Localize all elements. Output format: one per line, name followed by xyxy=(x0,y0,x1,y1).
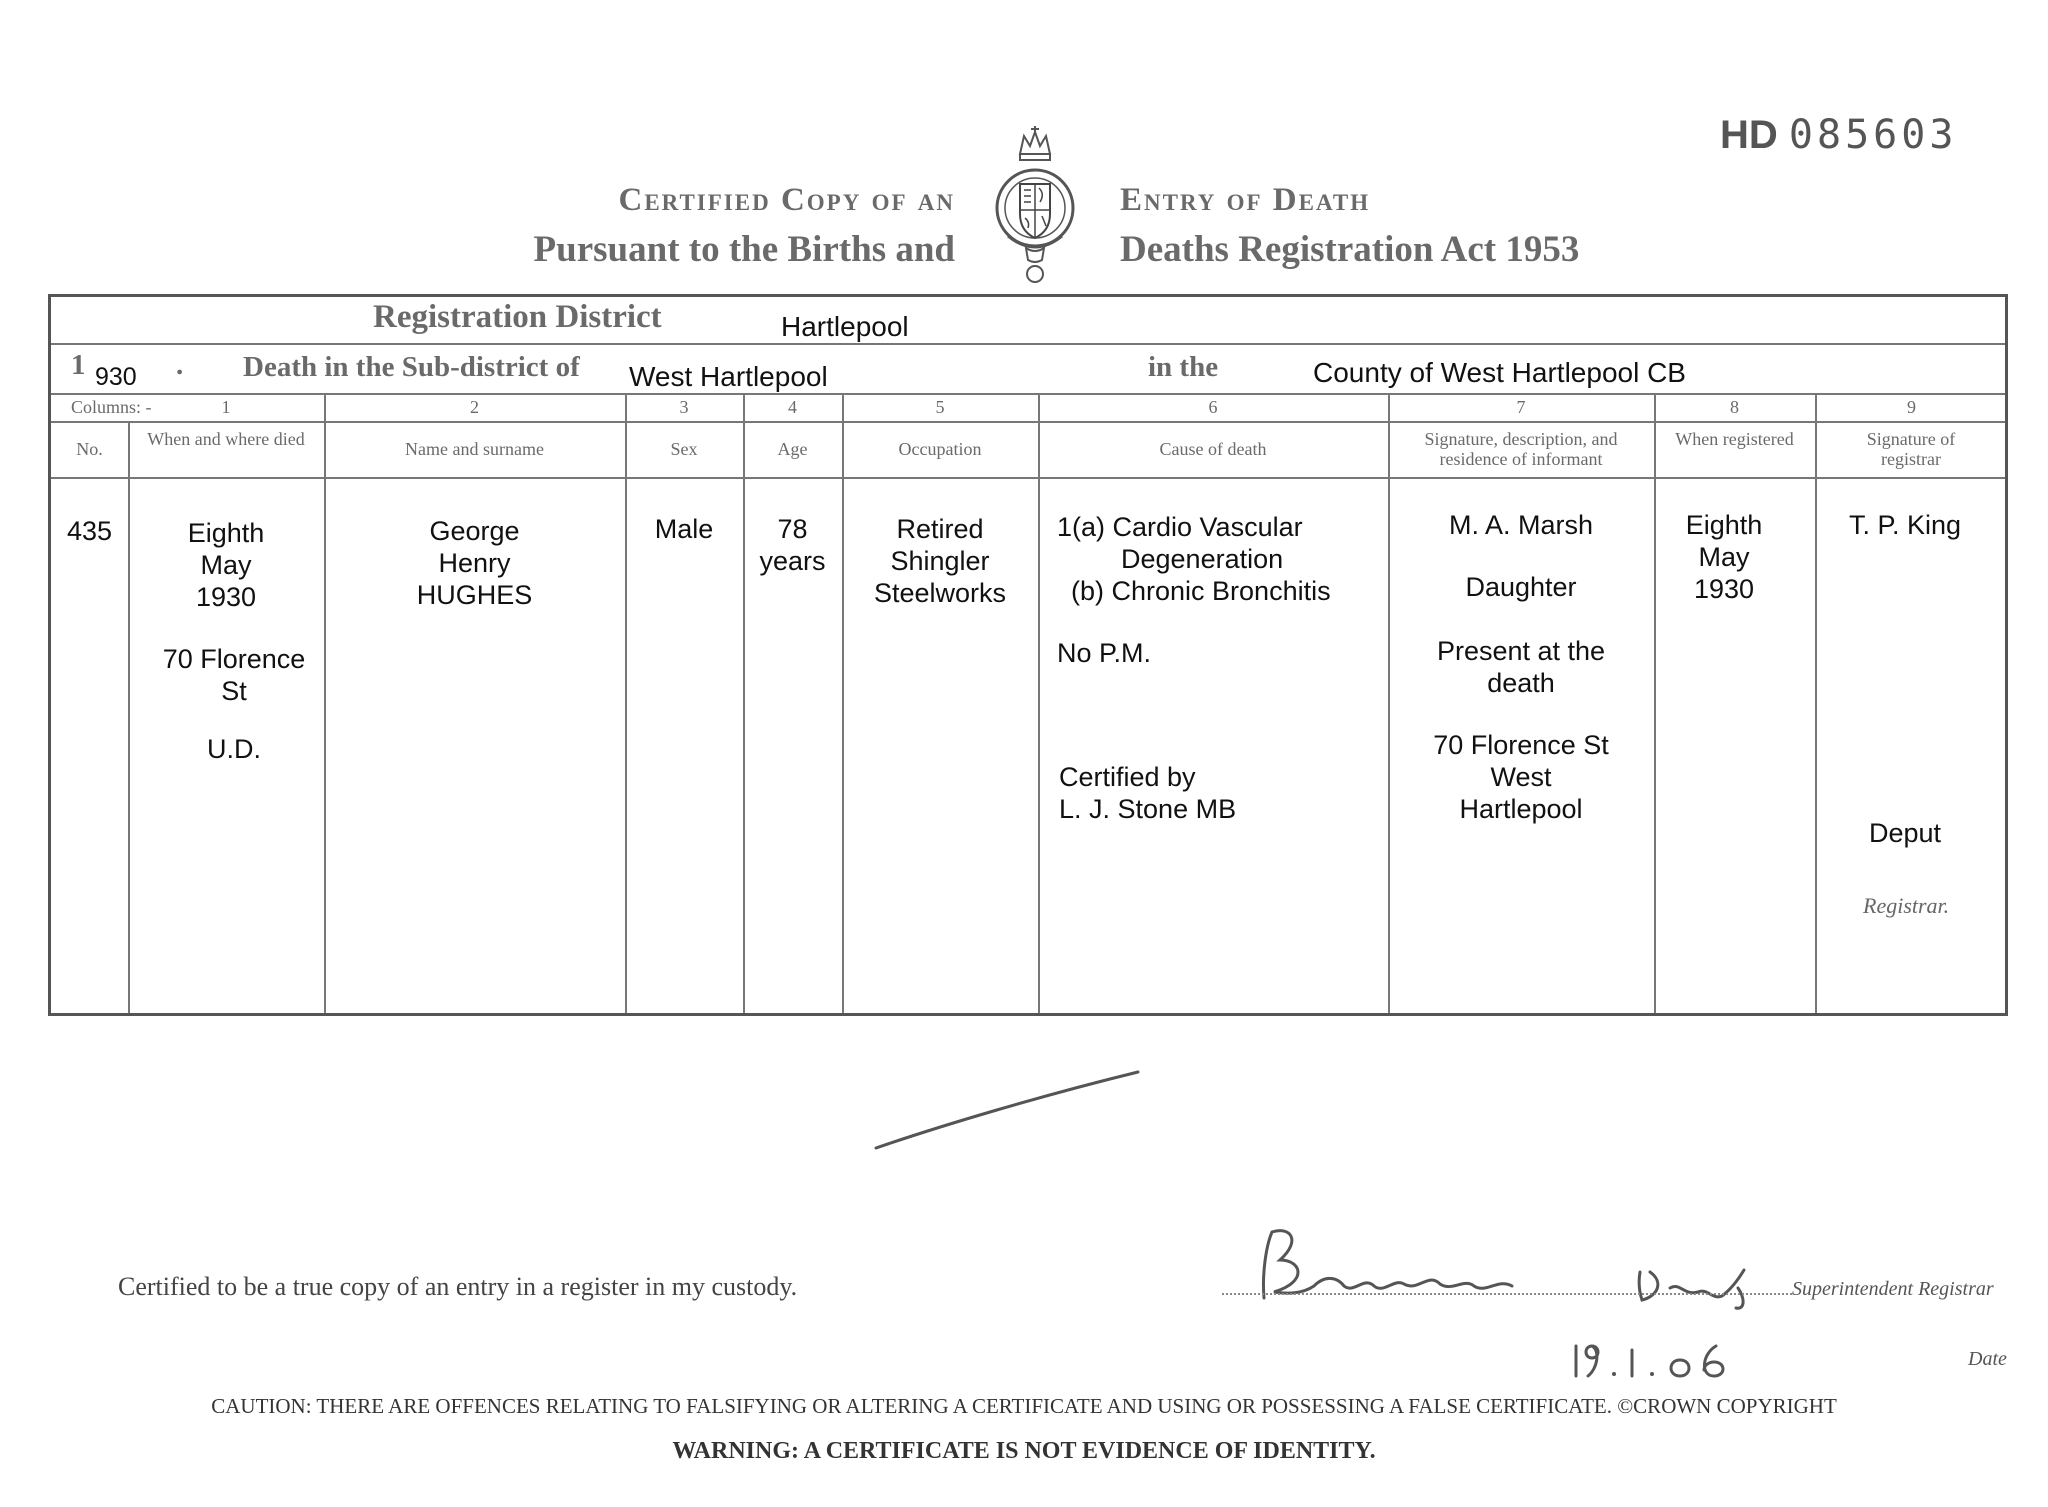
column-number: 7 xyxy=(1516,397,1526,417)
column-divider xyxy=(743,393,745,1013)
column-number: 3 xyxy=(679,397,689,417)
where-died-note: U.D. xyxy=(207,734,261,764)
header-cause: Cause of death xyxy=(1159,439,1267,459)
superintendent-signature xyxy=(1250,1212,1790,1312)
cause-1a-continued: Degeneration xyxy=(1121,544,1284,574)
column-number: 4 xyxy=(788,397,797,417)
column-divider xyxy=(625,393,627,1013)
date-label: Date xyxy=(1968,1348,2007,1370)
registered-day: Eighth xyxy=(1685,510,1763,540)
royal-crest-icon xyxy=(990,126,1080,286)
district-value: Hartlepool xyxy=(781,311,909,342)
header-sex: Sex xyxy=(670,439,698,459)
surname: HUGHES xyxy=(416,580,533,610)
year-prefix: 1 xyxy=(71,349,86,381)
certified-true-copy-text: Certified to be a true copy of an entry in a register in my custody. xyxy=(118,1272,798,1301)
header-occupation: Occupation xyxy=(898,439,982,459)
informant-description: Daughter xyxy=(1465,572,1577,602)
residence-line1: 70 Florence St xyxy=(1433,730,1609,760)
header-registrar: Signature of registrar xyxy=(1866,429,1956,469)
age-value: 78 xyxy=(777,514,808,544)
header-no: No. xyxy=(76,439,103,459)
occupation-line3: Steelworks xyxy=(873,578,1007,608)
column-divider xyxy=(1388,393,1390,1013)
cause-1a: 1(a) Cardio Vascular xyxy=(1057,512,1303,542)
when-died-month: May xyxy=(200,550,252,580)
column-number: 9 xyxy=(1907,397,1916,417)
where-died-line1: 70 Florence xyxy=(162,644,306,674)
registered-year: 1930 xyxy=(1693,574,1755,604)
informant-name: M. A. Marsh xyxy=(1448,510,1594,540)
identity-warning: WARNING: A CERTIFICATE IS NOT EVIDENCE OF IDENTITY. xyxy=(672,1438,1376,1464)
column-number: 2 xyxy=(470,397,479,417)
caution-notice: CAUTION: THERE ARE OFFENCES RELATING TO FALSIFYING OR ALTERING A CERTIFICATE AND USING OR POSSESSING A FALSE CERTIFICATE. ©CROWN COPYRIGHT xyxy=(211,1394,1837,1418)
table-rule xyxy=(51,343,2005,345)
header-informant: Signature, description, and residence of informant xyxy=(1424,429,1618,469)
certified-by xyxy=(1059,761,1236,825)
county-value: County of West Hartlepool CB xyxy=(1313,357,1686,388)
pen-stroke-mark xyxy=(870,1060,1150,1155)
table-rule xyxy=(51,477,2005,479)
occupation-line2: Shingler xyxy=(890,546,990,576)
entry-sex: Male xyxy=(654,514,714,544)
entry-age xyxy=(743,513,842,577)
heading-line2-left: Pursuant to the Births and xyxy=(533,229,955,270)
serial-number: 085603 xyxy=(1788,112,1958,158)
occupation-line1: Retired xyxy=(896,514,984,544)
registrar-name: T. P. King xyxy=(1848,510,1962,540)
table-rule xyxy=(51,393,2005,395)
column-number: 1 xyxy=(221,397,231,417)
residence-line2: West xyxy=(1490,762,1552,792)
heading-line1-right: Entry of Death xyxy=(1120,182,1371,218)
header-name: Name and surname xyxy=(405,439,544,459)
informant-residence xyxy=(1388,729,1654,825)
heading-line2-right: Deaths Registration Act 1953 xyxy=(1120,229,1580,270)
entry-name xyxy=(324,515,625,611)
subdistrict-label: Death in the Sub-district of xyxy=(243,351,580,383)
heading-line1-left: Certified Copy of an xyxy=(618,182,955,218)
year-dot: . xyxy=(176,349,184,381)
column-number: 8 xyxy=(1730,397,1739,417)
entry-occupation xyxy=(842,513,1038,609)
death-entry-table xyxy=(48,294,2008,1016)
presence-line1: Present at the xyxy=(1436,636,1606,666)
handwritten-date xyxy=(1570,1336,1750,1382)
superintendent-registrar-label: Superintendent Registrar xyxy=(1792,1278,1994,1300)
forename-2: Henry xyxy=(438,548,511,578)
signature-dotted-line xyxy=(1222,1293,1792,1295)
column-divider xyxy=(1815,393,1817,1013)
residence-line3: Hartlepool xyxy=(1459,794,1583,824)
in-the-label: in the xyxy=(1148,351,1219,383)
when-died-year: 1930 xyxy=(195,582,257,612)
entry-where-died xyxy=(128,643,340,707)
where-died-line2: St xyxy=(221,676,247,706)
column-number: 5 xyxy=(935,397,945,417)
entry-number: 435 xyxy=(66,516,113,546)
entry-when-died xyxy=(128,517,324,613)
year-suffix: 930 xyxy=(95,363,137,391)
registrar-word: Registrar. xyxy=(1863,893,1950,918)
cause-post-mortem: No P.M. xyxy=(1057,638,1152,668)
header-when-where: When and where died xyxy=(147,429,305,449)
column-divider xyxy=(128,421,130,1013)
column-divider xyxy=(1654,393,1656,1013)
presence-line2: death xyxy=(1487,668,1555,698)
header-when-registered: When registered xyxy=(1675,429,1794,449)
cause-b: (b) Chronic Bronchitis xyxy=(1071,576,1331,606)
age-unit: years xyxy=(759,546,826,576)
serial-prefix: HD xyxy=(1720,113,1778,157)
certificate-serial xyxy=(1720,112,1957,158)
table-rule xyxy=(51,421,2005,423)
district-label: Registration District xyxy=(373,299,662,335)
column-divider xyxy=(842,393,844,1013)
column-divider xyxy=(1038,393,1040,1013)
registrar-title: Deput xyxy=(1868,818,1942,848)
forename-1: George xyxy=(429,516,520,546)
header-age: Age xyxy=(777,439,808,459)
when-died-day: Eighth xyxy=(187,518,265,548)
columns-label: Columns: - xyxy=(71,397,152,417)
entry-when-registered xyxy=(1654,509,1794,605)
registered-month: May xyxy=(1698,542,1750,572)
column-number: 6 xyxy=(1208,397,1218,417)
certified-label: Certified by xyxy=(1059,762,1196,792)
informant-presence xyxy=(1388,635,1654,699)
subdistrict-value: West Hartlepool xyxy=(629,361,828,392)
certifying-doctor: L. J. Stone MB xyxy=(1059,794,1237,824)
